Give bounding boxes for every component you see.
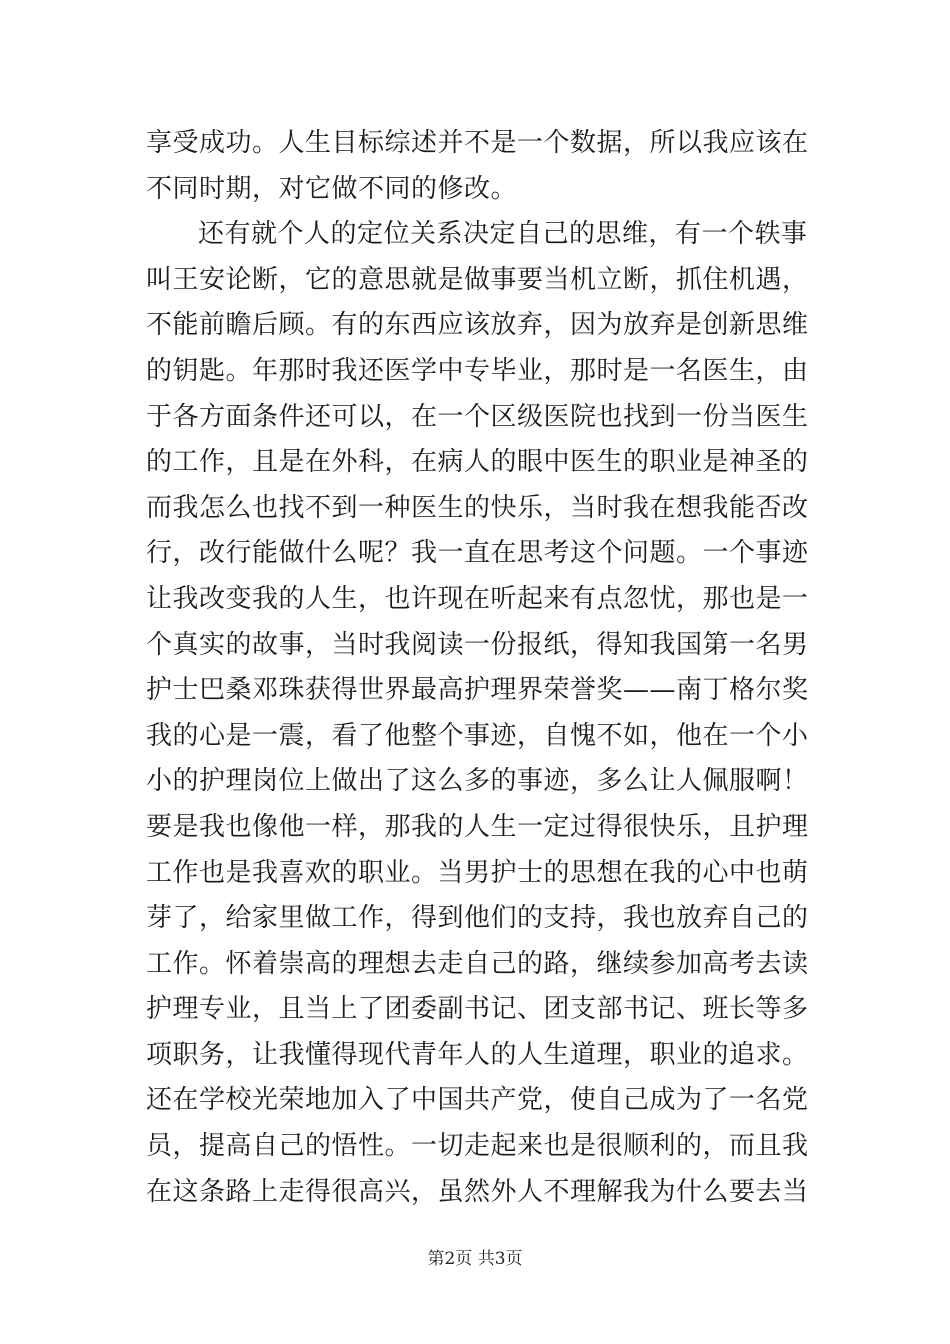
text-line: 个真实的故事，当时我阅读一份报纸，得知我国第一名男 (146, 629, 809, 660)
text-line: 行，改行能做什么呢？我一直在思考这个问题。一个事迹 (146, 538, 809, 569)
text-line: 享受成功。人生目标综述并不是一个数据，所以我应该在 (146, 128, 809, 158)
page-number-footer: 第2页 共3页 (427, 1249, 523, 1269)
text-line: 护士巴桑邓珠获得世界最高护理界荣誉奖——南丁格尔奖 (146, 675, 809, 706)
text-line: 在这条路上走得很高兴，虽然外人不理解我为什么要去当 (146, 1176, 809, 1207)
text-line: 不同时期，对它做不同的修改。 (146, 173, 518, 204)
text-line: 而我怎么也找不到一种医生的快乐，当时我在想我能否改 (146, 492, 809, 523)
text-line: 项职务，让我懂得现代青年人的人生道理，职业的追求。 (146, 1039, 809, 1070)
body-text (146, 121, 816, 1215)
text-line: 我的心是一震，看了他整个事迹，自愧不如，他在一个小 (146, 720, 809, 751)
text-line: 于各方面条件还可以，在一个区级医院也找到一份当医生 (146, 401, 809, 432)
text-line: 小的护理岗位上做出了这么多的事迹，多么让人佩服啊！ (146, 766, 809, 797)
text-line: 的工作，且是在外科，在病人的眼中医生的职业是神圣的 (146, 447, 809, 478)
paragraph-first-line: 还有就个人的定位关系决定自己的思维，有一个轶事 (198, 219, 808, 250)
text-line: 工作。怀着崇高的理想去走自己的路，继续参加高考去读 (146, 948, 809, 979)
text-line: 让我改变我的人生，也许现在听起来有点忽忧，那也是一 (146, 583, 809, 614)
text-line: 芽了，给家里做工作，得到他们的支持，我也放弃自己的 (146, 903, 809, 934)
text-line: 不能前瞻后顾。有的东西应该放弃，因为放弃是创新思维 (146, 310, 809, 341)
text-line: 要是我也像他一样，那我的人生一定过得很快乐，且护理 (146, 811, 809, 842)
text-line: 工作也是我喜欢的职业。当男护士的思想在我的心中也萌 (146, 857, 809, 888)
text-line: 员，提高自己的悟性。一切走起来也是很顺利的，而且我 (146, 1131, 809, 1162)
text-line: 护理专业，且当上了团委副书记、团支部书记、班长等多 (146, 994, 809, 1025)
text-line: 还在学校光荣地加入了中国共产党，使自己成为了一名党 (146, 1085, 809, 1116)
text-line: 叫王安论断，它的意思就是做事要当机立断，抓住机遇， (146, 264, 809, 295)
text-line: 的钥匙。年那时我还医学中专毕业，那时是一名医生，由 (146, 355, 809, 386)
